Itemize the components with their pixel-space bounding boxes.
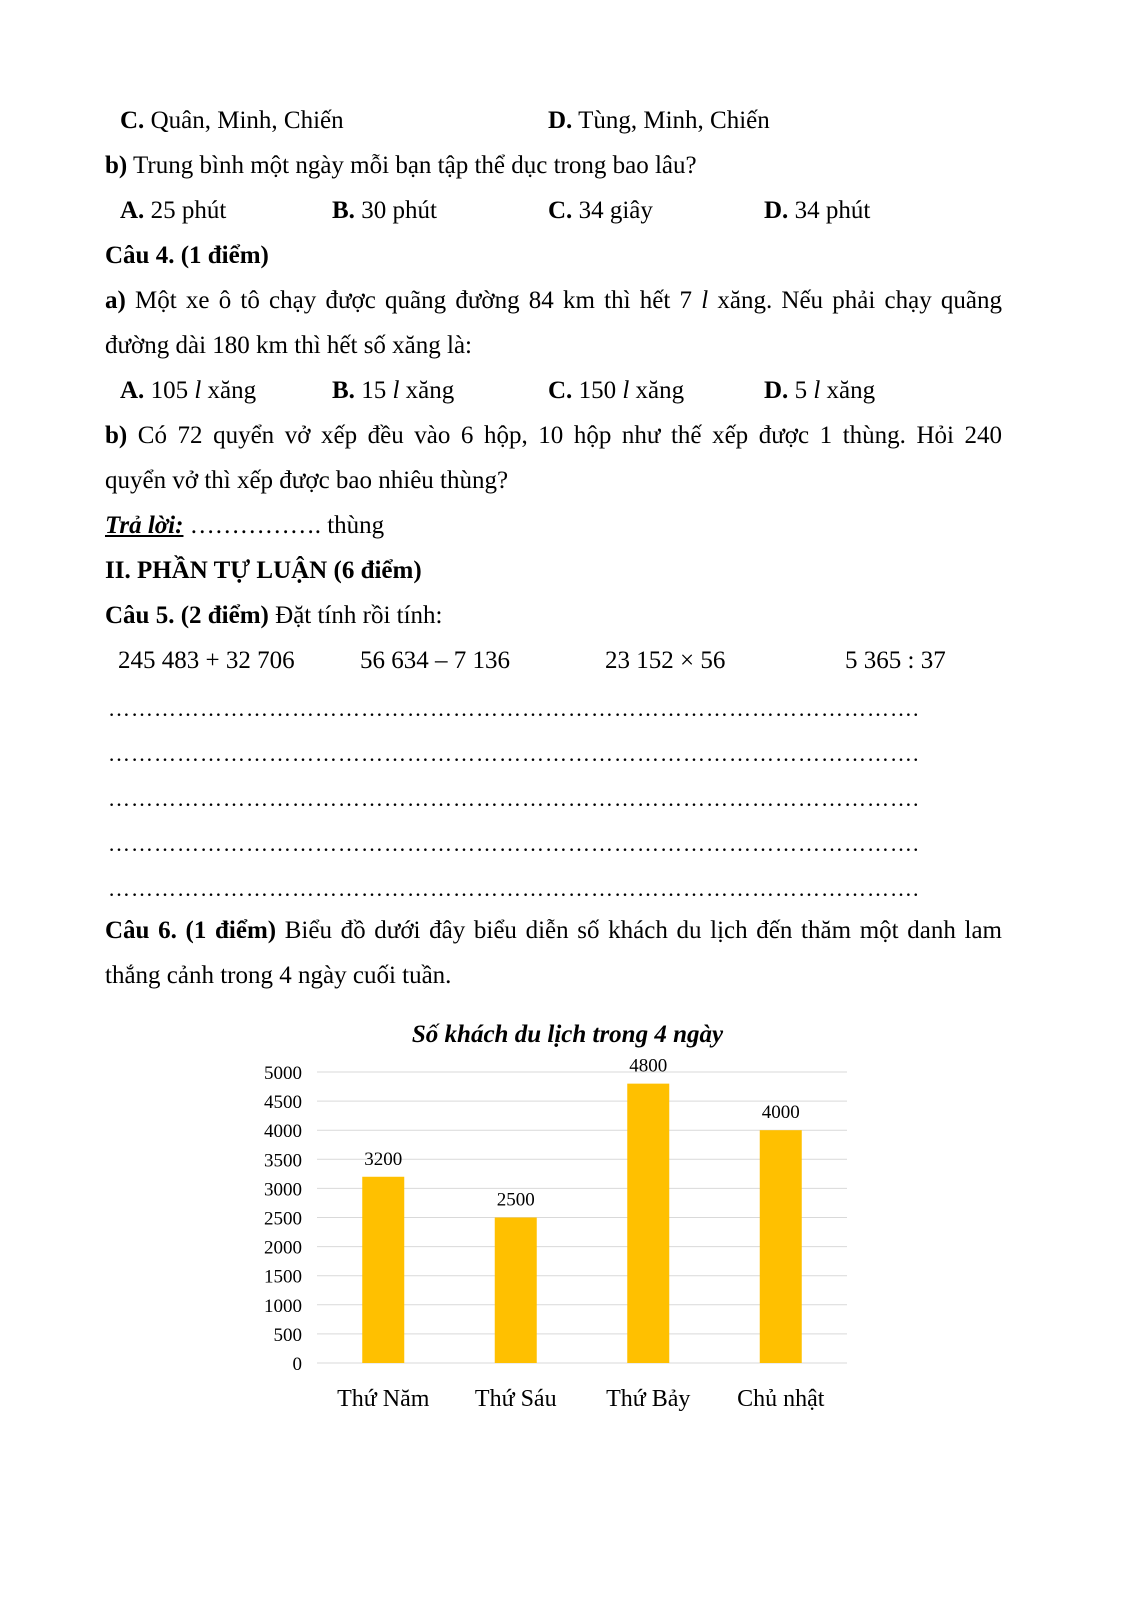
y-tick-label: 2000 — [264, 1237, 302, 1259]
q4a-question-line1: a) Một xe ô tô chạy được quãng đường 84 km thì hết 7 l xăng. Nếu phải chạy quãng — [105, 287, 1002, 314]
q6-question-line1: Câu 6. (1 điểm) Biểu đồ dưới đây biểu diễn số khách du lịch đến thăm một danh lam — [105, 917, 1002, 944]
q3-option-c: C. Quân, Minh, Chiến — [120, 107, 344, 134]
y-tick-label: 0 — [292, 1354, 302, 1375]
y-tick-label: 4000 — [264, 1121, 302, 1143]
q3b-question: b) Trung bình một ngày mỗi bạn tập thể dục trong bao lâu? — [105, 152, 697, 179]
q5-expr-2: 56 634 – 7 136 — [360, 647, 510, 674]
q4a-option-d: D. 5 l xăng — [764, 377, 876, 404]
q4b-answer: Trả lời: ……………. thùng — [105, 512, 385, 539]
q5-expr-4: 5 365 : 37 — [845, 647, 946, 674]
bar — [627, 1084, 669, 1363]
q5-answer-line: ……………………………………………………………………………………………. — [108, 697, 920, 721]
q5-expr-1: 245 483 + 32 706 — [118, 647, 295, 674]
x-tick-label: Chủ nhật — [737, 1386, 825, 1412]
data-label: 2500 — [496, 1189, 535, 1211]
y-tick-label: 2500 — [264, 1208, 302, 1230]
y-tick-label: 500 — [273, 1324, 302, 1346]
q3-option-d: D. Tùng, Minh, Chiến — [548, 107, 770, 134]
q5-answer-line: ……………………………………………………………………………………………. — [108, 877, 920, 901]
q5-answer-line: ……………………………………………………………………………………………. — [108, 742, 920, 766]
part2-heading: II. PHẦN TỰ LUẬN (6 điểm) — [105, 557, 422, 584]
q4b-question-line1: b) Có 72 quyển vở xếp đều vào 6 hộp, 10 hộp như thế xếp được 1 thùng. Hỏi 240 — [105, 422, 1002, 449]
y-tick-label: 1500 — [264, 1266, 302, 1288]
q3b-option-d: D. 34 phút — [764, 197, 871, 224]
bar-chart — [250, 1030, 870, 1430]
bar — [362, 1177, 404, 1363]
y-tick-label: 3000 — [264, 1179, 302, 1201]
q5-answer-line: ……………………………………………………………………………………………. — [108, 832, 920, 856]
x-tick-label: Thứ Sáu — [474, 1386, 557, 1412]
q3b-option-c: C. 34 giây — [548, 197, 653, 224]
q4-heading: Câu 4. (1 điểm) — [105, 242, 269, 269]
bar — [760, 1130, 802, 1363]
q5-expr-3: 23 152 × 56 — [605, 647, 726, 674]
bar — [495, 1218, 537, 1364]
y-tick-label: 4500 — [264, 1092, 302, 1114]
y-tick-label: 1000 — [264, 1295, 302, 1317]
q4a-option-b: B. 15 l xăng — [332, 377, 455, 404]
q6-question-line2: thắng cảnh trong 4 ngày cuối tuần. — [105, 962, 452, 989]
q4a-question-line2: đường dài 180 km thì hết số xăng là: — [105, 332, 473, 359]
q5-question: Câu 5. (2 điểm) Đặt tính rồi tính: — [105, 602, 443, 629]
q5-answer-line: ……………………………………………………………………………………………. — [108, 787, 920, 811]
chart-title: Số khách du lịch trong 4 ngày — [411, 1021, 724, 1048]
q4a-option-c: C. 150 l xăng — [548, 377, 685, 404]
q4a-option-a: A. 105 l xăng — [120, 377, 257, 404]
data-label: 3200 — [364, 1148, 403, 1170]
y-tick-label: 3500 — [264, 1150, 302, 1172]
x-tick-label: Thứ Bảy — [606, 1386, 691, 1412]
x-tick-label: Thứ Năm — [337, 1386, 430, 1412]
q3b-option-b: B. 30 phút — [332, 197, 437, 224]
data-label: 4000 — [761, 1102, 800, 1124]
y-tick-label: 5000 — [264, 1063, 302, 1084]
q4b-question-line2: quyển vở thì xếp được bao nhiêu thùng? — [105, 467, 509, 494]
q3b-option-a: A. 25 phút — [120, 197, 227, 224]
data-label: 4800 — [629, 1055, 668, 1077]
